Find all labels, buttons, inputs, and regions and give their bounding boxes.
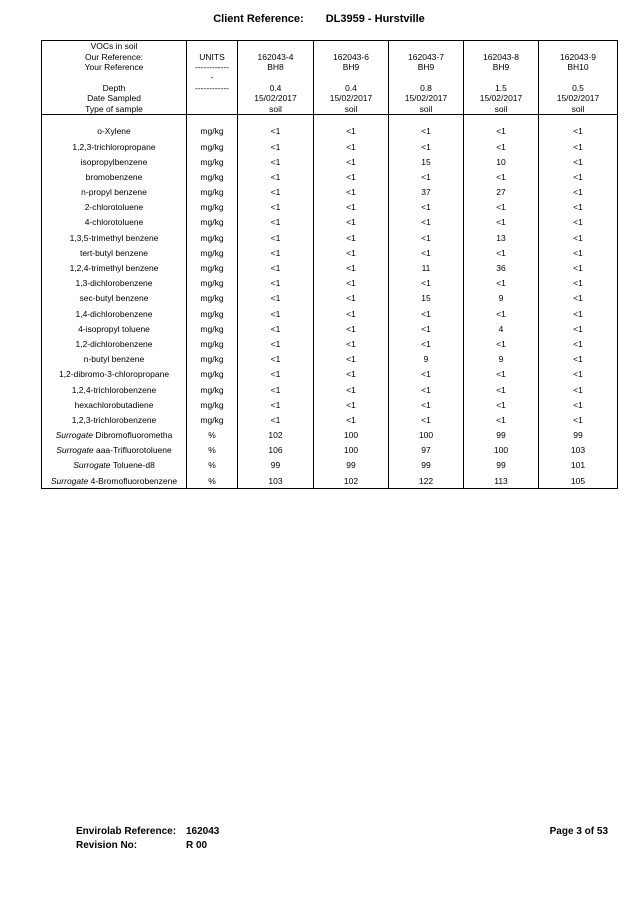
- header-cell: 15/02/2017: [464, 93, 539, 103]
- envirolab-reference-label: Envirolab Reference:: [76, 826, 177, 837]
- table-row: [42, 291, 618, 306]
- value-cell: 36: [464, 260, 539, 275]
- value-cell: <1: [539, 412, 618, 427]
- analyte-name: [42, 412, 187, 427]
- header-cell: soil: [464, 103, 539, 114]
- value-cell: <1: [539, 200, 618, 215]
- analyte-name: [42, 215, 187, 230]
- footer: [76, 826, 219, 854]
- analyte-name: [42, 154, 187, 169]
- analyte-name: [42, 427, 187, 442]
- value-cell: 113: [464, 473, 539, 489]
- value-cell: 99: [314, 458, 389, 473]
- header-cell: soil: [314, 103, 389, 114]
- value-cell: <1: [238, 230, 314, 245]
- header-cell: 162043-7: [389, 51, 464, 61]
- analyte-label: Toluene-d8: [112, 460, 155, 471]
- header-row: [42, 51, 618, 61]
- table-row: [42, 230, 618, 245]
- header-cell: [187, 41, 238, 52]
- header-cell: [314, 72, 389, 82]
- value-cell: <1: [539, 215, 618, 230]
- header-cell: BH9: [314, 62, 389, 72]
- surrogate-prefix: Surrogate: [73, 460, 111, 471]
- table-row: [42, 382, 618, 397]
- client-reference-label: Client Reference:: [213, 13, 304, 25]
- results-table: [41, 40, 618, 489]
- header-cell: -: [187, 72, 238, 82]
- value-cell: 4: [464, 321, 539, 336]
- header-row: [42, 41, 618, 52]
- value-cell: <1: [389, 336, 464, 351]
- analyte-label: 1,2-dichlorobenzene: [75, 338, 153, 349]
- unit-cell: mg/kg: [187, 306, 238, 321]
- value-cell: <1: [238, 352, 314, 367]
- header-cell: 0.5: [539, 83, 618, 93]
- value-cell: 100: [314, 443, 389, 458]
- unit-cell: mg/kg: [187, 336, 238, 351]
- analyte-label: Dibromofluorometha: [95, 430, 173, 441]
- unit-cell: %: [187, 443, 238, 458]
- header-cell: BH9: [389, 62, 464, 72]
- value-cell: <1: [238, 336, 314, 351]
- value-cell: <1: [238, 397, 314, 412]
- header-cell: 15/02/2017: [238, 93, 314, 103]
- analyte-name: [42, 382, 187, 397]
- table-row: [42, 336, 618, 351]
- header-cell: 162043-6: [314, 51, 389, 61]
- unit-cell: mg/kg: [187, 230, 238, 245]
- value-cell: 37: [389, 184, 464, 199]
- value-cell: 9: [464, 352, 539, 367]
- table-row: [42, 352, 618, 367]
- header-cell: [539, 41, 618, 52]
- value-cell: <1: [314, 215, 389, 230]
- value-cell: <1: [238, 412, 314, 427]
- table-row: [42, 154, 618, 169]
- header-row: [42, 83, 618, 93]
- value-cell: <1: [238, 367, 314, 382]
- unit-cell: mg/kg: [187, 382, 238, 397]
- table-row: [42, 473, 618, 489]
- value-cell: <1: [464, 397, 539, 412]
- value-cell: <1: [539, 397, 618, 412]
- value-cell: <1: [464, 169, 539, 184]
- analyte-label: n-propyl benzene: [81, 187, 147, 198]
- analyte-name: [42, 230, 187, 245]
- unit-cell: mg/kg: [187, 397, 238, 412]
- value-cell: <1: [314, 200, 389, 215]
- value-cell: <1: [238, 276, 314, 291]
- table-row: [42, 215, 618, 230]
- value-cell: 102: [238, 427, 314, 442]
- unit-cell: mg/kg: [187, 367, 238, 382]
- value-cell: 15: [389, 154, 464, 169]
- analyte-label: 1,2,4-trichlorobenzene: [71, 384, 157, 395]
- value-cell: <1: [314, 291, 389, 306]
- table-row: [42, 458, 618, 473]
- analyte-name: [42, 397, 187, 412]
- analyte-name: [42, 336, 187, 351]
- unit-cell: mg/kg: [187, 139, 238, 154]
- value-cell: <1: [539, 169, 618, 184]
- value-cell: <1: [464, 139, 539, 154]
- value-cell: <1: [314, 412, 389, 427]
- header-row: [42, 93, 618, 103]
- value-cell: 99: [464, 427, 539, 442]
- value-cell: <1: [314, 124, 389, 139]
- value-cell: <1: [314, 245, 389, 260]
- value-cell: <1: [539, 291, 618, 306]
- header-row: [42, 62, 618, 72]
- unit-cell: mg/kg: [187, 412, 238, 427]
- value-cell: <1: [389, 412, 464, 427]
- value-cell: 100: [314, 427, 389, 442]
- analyte-label: n-butyl benzene: [83, 354, 145, 365]
- header-cell: Depth: [42, 83, 187, 93]
- analyte-name: [42, 276, 187, 291]
- table-row: [42, 306, 618, 321]
- analyte-name: [42, 306, 187, 321]
- value-cell: <1: [389, 276, 464, 291]
- header-cell: ------------: [187, 62, 238, 72]
- analyte-name: [42, 352, 187, 367]
- analyte-label: 1,4-dichlorobenzene: [75, 308, 153, 319]
- value-cell: <1: [389, 306, 464, 321]
- value-cell: <1: [464, 336, 539, 351]
- value-cell: 9: [389, 352, 464, 367]
- analyte-label: bromobenzene: [85, 171, 143, 182]
- header-cell: [187, 103, 238, 114]
- analyte-label: sec-butyl benzene: [79, 293, 149, 304]
- value-cell: 11: [389, 260, 464, 275]
- value-cell: <1: [238, 139, 314, 154]
- unit-cell: mg/kg: [187, 200, 238, 215]
- analyte-name: [42, 169, 187, 184]
- header-cell: 15/02/2017: [314, 93, 389, 103]
- analyte-label: isopropylbenzene: [80, 156, 148, 167]
- header-cell: soil: [539, 103, 618, 114]
- value-cell: 101: [539, 458, 618, 473]
- value-cell: <1: [389, 245, 464, 260]
- unit-cell: mg/kg: [187, 154, 238, 169]
- value-cell: <1: [464, 367, 539, 382]
- table-row: [42, 412, 618, 427]
- header-cell: Date Sampled: [42, 93, 187, 103]
- analyte-name: [42, 458, 187, 473]
- header-cell: 0.4: [314, 83, 389, 93]
- value-cell: <1: [539, 154, 618, 169]
- table-row: [42, 184, 618, 199]
- analyte-name: [42, 443, 187, 458]
- revision-label: Revision No:: [76, 840, 138, 851]
- value-cell: <1: [238, 215, 314, 230]
- header-cell: [539, 72, 618, 82]
- value-cell: <1: [238, 321, 314, 336]
- value-cell: 103: [539, 443, 618, 458]
- table-row: [42, 321, 618, 336]
- value-cell: <1: [238, 169, 314, 184]
- value-cell: 27: [464, 184, 539, 199]
- value-cell: <1: [314, 352, 389, 367]
- value-cell: <1: [389, 215, 464, 230]
- value-cell: <1: [389, 397, 464, 412]
- analyte-label: 4-isopropyl toluene: [78, 323, 150, 334]
- header-row: [42, 72, 618, 82]
- analyte-name: [42, 124, 187, 139]
- unit-cell: mg/kg: [187, 215, 238, 230]
- table-row: [42, 245, 618, 260]
- value-cell: <1: [539, 352, 618, 367]
- value-cell: <1: [314, 139, 389, 154]
- analyte-label: 4-chlorotoluene: [84, 217, 144, 228]
- value-cell: <1: [464, 245, 539, 260]
- analyte-label: 1,2,3-trichlorobenzene: [71, 414, 157, 425]
- analyte-name: [42, 139, 187, 154]
- header-cell: Our Reference:: [42, 51, 187, 61]
- header-row: [42, 103, 618, 114]
- value-cell: 99: [238, 458, 314, 473]
- header-cell: Your Reference: [42, 62, 187, 72]
- header-cell: 0.8: [389, 83, 464, 93]
- value-cell: <1: [539, 276, 618, 291]
- analyte-label: o-Xylene: [97, 126, 131, 137]
- header-cell: [389, 41, 464, 52]
- table-row: [42, 139, 618, 154]
- separator-row: [42, 114, 618, 124]
- unit-cell: %: [187, 427, 238, 442]
- header-cell: [187, 93, 238, 103]
- value-cell: <1: [314, 169, 389, 184]
- header-cell: ------------: [187, 83, 238, 93]
- value-cell: <1: [389, 367, 464, 382]
- value-cell: <1: [389, 200, 464, 215]
- header-cell: 15/02/2017: [389, 93, 464, 103]
- value-cell: <1: [464, 306, 539, 321]
- value-cell: 105: [539, 473, 618, 489]
- value-cell: <1: [238, 260, 314, 275]
- value-cell: <1: [539, 245, 618, 260]
- analyte-label: 1,2,4-trimethyl benzene: [69, 263, 159, 274]
- value-cell: <1: [314, 230, 389, 245]
- analyte-label: 1,2-dibromo-3-chloropropane: [58, 369, 170, 380]
- page-number: Page 3 of 53: [549, 826, 608, 837]
- unit-cell: %: [187, 473, 238, 489]
- value-cell: 97: [389, 443, 464, 458]
- header-cell: 162043-8: [464, 51, 539, 61]
- header-cell: [238, 72, 314, 82]
- analyte-label: hexachlorobutadiene: [74, 399, 154, 410]
- header-cell: VOCs in soil: [42, 41, 187, 52]
- value-cell: <1: [389, 382, 464, 397]
- analyte-name: [42, 473, 187, 489]
- table-row: [42, 124, 618, 139]
- value-cell: <1: [238, 291, 314, 306]
- value-cell: <1: [314, 154, 389, 169]
- value-cell: <1: [539, 321, 618, 336]
- value-cell: <1: [464, 276, 539, 291]
- surrogate-prefix: Surrogate: [50, 475, 89, 486]
- table-row: [42, 443, 618, 458]
- value-cell: 106: [238, 443, 314, 458]
- table-row: [42, 397, 618, 412]
- header-cell: 15/02/2017: [539, 93, 618, 103]
- value-cell: <1: [389, 230, 464, 245]
- value-cell: <1: [314, 382, 389, 397]
- value-cell: 99: [389, 458, 464, 473]
- value-cell: <1: [389, 139, 464, 154]
- value-cell: <1: [539, 260, 618, 275]
- value-cell: 122: [389, 473, 464, 489]
- value-cell: <1: [389, 169, 464, 184]
- value-cell: 99: [464, 458, 539, 473]
- analyte-name: [42, 291, 187, 306]
- revision-value: R 00: [186, 840, 208, 851]
- header-cell: Type of sample: [42, 103, 187, 114]
- analyte-label: 4-Bromofluorobenzene: [90, 475, 178, 486]
- header-cell: 162043-9: [539, 51, 618, 61]
- header-cell: [238, 41, 314, 52]
- analyte-name: [42, 184, 187, 199]
- unit-cell: mg/kg: [187, 276, 238, 291]
- value-cell: <1: [314, 367, 389, 382]
- value-cell: <1: [314, 260, 389, 275]
- unit-cell: mg/kg: [187, 124, 238, 139]
- header-cell: soil: [389, 103, 464, 114]
- table-row: [42, 276, 618, 291]
- value-cell: 99: [539, 427, 618, 442]
- value-cell: <1: [389, 124, 464, 139]
- analyte-label: aaa-Trifluorotoluene: [95, 445, 172, 456]
- analyte-name: [42, 200, 187, 215]
- value-cell: <1: [539, 124, 618, 139]
- value-cell: <1: [314, 336, 389, 351]
- value-cell: <1: [238, 124, 314, 139]
- value-cell: <1: [539, 367, 618, 382]
- value-cell: <1: [314, 306, 389, 321]
- header-cell: BH8: [238, 62, 314, 72]
- value-cell: <1: [539, 230, 618, 245]
- value-cell: 102: [314, 473, 389, 489]
- value-cell: <1: [464, 124, 539, 139]
- analyte-name: [42, 260, 187, 275]
- value-cell: 103: [238, 473, 314, 489]
- client-reference-value: DL3959 - Hurstville: [325, 13, 425, 25]
- header-cell: [464, 72, 539, 82]
- value-cell: <1: [539, 336, 618, 351]
- surrogate-prefix: Surrogate: [56, 445, 94, 456]
- header-cell: BH10: [539, 62, 618, 72]
- header-cell: 1.5: [464, 83, 539, 93]
- value-cell: <1: [238, 245, 314, 260]
- value-cell: <1: [238, 154, 314, 169]
- value-cell: 13: [464, 230, 539, 245]
- unit-cell: mg/kg: [187, 352, 238, 367]
- analyte-name: [42, 321, 187, 336]
- value-cell: <1: [464, 200, 539, 215]
- value-cell: <1: [238, 382, 314, 397]
- value-cell: 100: [464, 443, 539, 458]
- analyte-label: 1,3-dichlorobenzene: [75, 278, 153, 289]
- value-cell: 9: [464, 291, 539, 306]
- value-cell: 15: [389, 291, 464, 306]
- value-cell: <1: [238, 184, 314, 199]
- value-cell: <1: [238, 200, 314, 215]
- value-cell: <1: [314, 276, 389, 291]
- header-cell: [464, 41, 539, 52]
- unit-cell: mg/kg: [187, 321, 238, 336]
- table-row: [42, 367, 618, 382]
- value-cell: <1: [389, 321, 464, 336]
- analyte-label: 2-chlorotoluene: [84, 202, 144, 213]
- value-cell: <1: [314, 321, 389, 336]
- value-cell: <1: [464, 382, 539, 397]
- analyte-label: 1,3,5-trimethyl benzene: [69, 232, 159, 243]
- unit-cell: mg/kg: [187, 260, 238, 275]
- value-cell: <1: [314, 184, 389, 199]
- table-row: [42, 260, 618, 275]
- value-cell: <1: [539, 184, 618, 199]
- header-cell: 162043-4: [238, 51, 314, 61]
- header-cell: [389, 72, 464, 82]
- value-cell: <1: [464, 412, 539, 427]
- analyte-name: [42, 245, 187, 260]
- unit-cell: mg/kg: [187, 184, 238, 199]
- header-cell: 0.4: [238, 83, 314, 93]
- header-cell: BH9: [464, 62, 539, 72]
- unit-cell: mg/kg: [187, 169, 238, 184]
- header-cell: UNITS: [187, 51, 238, 61]
- value-cell: <1: [539, 306, 618, 321]
- header-cell: [42, 72, 187, 82]
- value-cell: <1: [314, 397, 389, 412]
- value-cell: 100: [389, 427, 464, 442]
- analyte-label: tert-butyl benzene: [79, 247, 149, 258]
- unit-cell: mg/kg: [187, 245, 238, 260]
- unit-cell: %: [187, 458, 238, 473]
- analyte-name: [42, 367, 187, 382]
- surrogate-prefix: Surrogate: [55, 430, 93, 441]
- table-row: [42, 427, 618, 442]
- value-cell: <1: [539, 382, 618, 397]
- analyte-label: 1,2,3-trichloropropane: [72, 141, 156, 152]
- value-cell: <1: [539, 139, 618, 154]
- client-reference-header: [0, 13, 638, 25]
- header-cell: [314, 41, 389, 52]
- table-row: [42, 200, 618, 215]
- table-row: [42, 169, 618, 184]
- header-cell: soil: [238, 103, 314, 114]
- value-cell: <1: [464, 215, 539, 230]
- value-cell: <1: [238, 306, 314, 321]
- envirolab-reference-value: 162043: [186, 826, 220, 837]
- unit-cell: mg/kg: [187, 291, 238, 306]
- value-cell: 10: [464, 154, 539, 169]
